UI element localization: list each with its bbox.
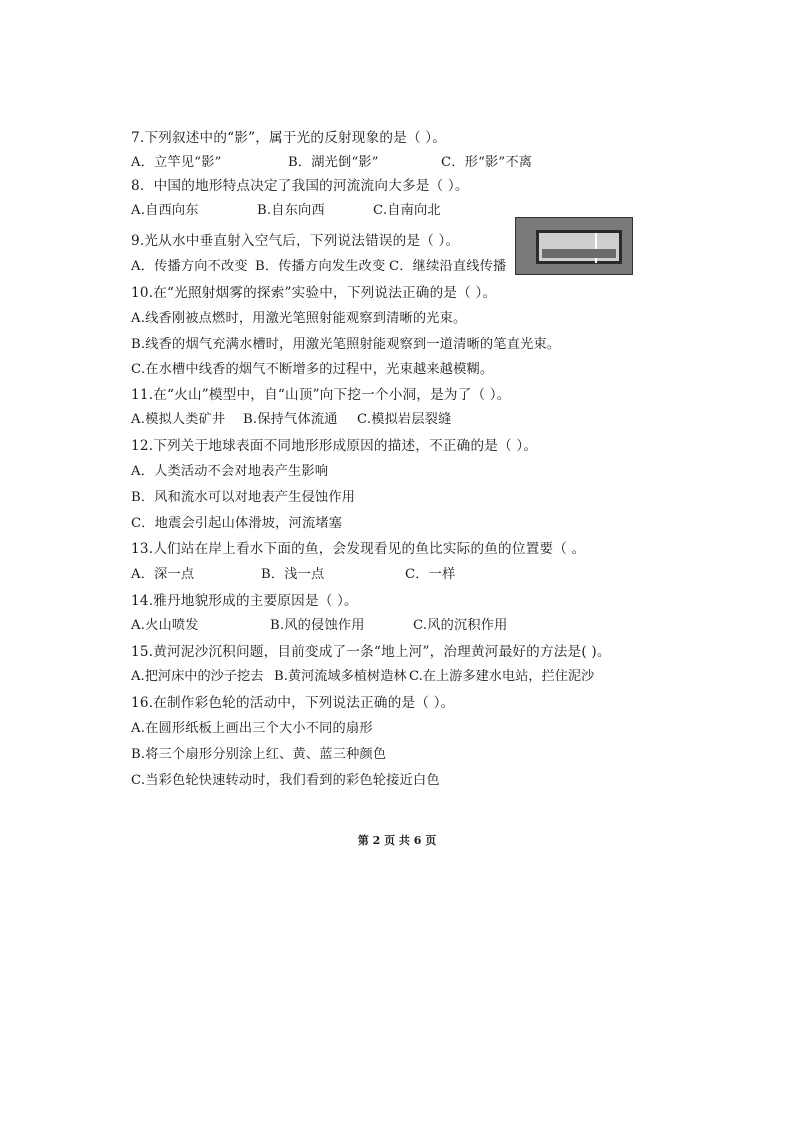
question-8-stem: 8．中国的地形特点决定了我国的河流流向大多是（ ）。 bbox=[131, 178, 469, 194]
q7-option-a: A．立竿见“影” bbox=[131, 155, 222, 170]
q7-option-b: B．湖光倒“影” bbox=[288, 155, 379, 170]
q10-option-b: B.线香的烟气充满水槽时，用激光笔照射能观察到一道清晰的笔直光束。 bbox=[131, 337, 561, 352]
q7-option-c: C．形“影”不离 bbox=[441, 155, 533, 170]
q15-option-a: A.把河床中的沙子挖去 bbox=[131, 669, 264, 684]
question-10-stem: 10.在“光照射烟雾的探索”实验中，下列说法正确的是（ ）。 bbox=[131, 285, 497, 301]
q14-option-a: A.火山喷发 bbox=[131, 618, 199, 633]
q15-option-c: C.在上游多建水电站，拦住泥沙 bbox=[409, 669, 595, 684]
q15-option-b: B.黄河流域多植树造林 bbox=[274, 669, 407, 684]
q8-option-c: C.自南向北 bbox=[373, 203, 441, 218]
q12-option-a: A．人类活动不会对地表产生影响 bbox=[131, 464, 329, 479]
question-7-stem: 7.下列叙述中的“影”，属于光的反射现象的是（ ）。 bbox=[131, 130, 447, 146]
q11-option-b: B.保持气体流通 bbox=[243, 412, 338, 427]
q10-option-c: C.在水槽中线香的烟气不断增多的过程中，光束越来越模糊。 bbox=[131, 362, 494, 377]
question-15-stem: 15.黄河泥沙沉积问题，目前变成了一条“地上河”，治理黄河最好的方法是( )。 bbox=[131, 644, 611, 660]
q13-option-b: B．浅一点 bbox=[261, 567, 325, 582]
q16-option-c: C.当彩色轮快速转动时，我们看到的彩色轮接近白色 bbox=[131, 773, 440, 788]
question-9-stem: 9.光从水中垂直射入空气后，下列说法错误的是（ ）。 bbox=[131, 233, 460, 249]
q13-option-c: C．一样 bbox=[405, 567, 456, 582]
q12-option-c: C．地震会引起山体滑坡，河流堵塞 bbox=[131, 516, 343, 531]
question-14-stem: 14.雅丹地貌形成的主要原因是（ ）。 bbox=[131, 593, 358, 609]
q10-option-a: A.线香刚被点燃时，用激光笔照射能观察到清晰的光束。 bbox=[131, 311, 467, 326]
question-7-options bbox=[131, 154, 561, 172]
question-13-stem: 13.人们站在岸上看水下面的鱼，会发现看见的鱼比实际的鱼的位置要（ 。 bbox=[131, 541, 586, 557]
q13-option-a: A．深一点 bbox=[131, 567, 195, 582]
question-12-stem: 12.下列关于地球表面不同地形形成原因的描述，不正确的是（ ）。 bbox=[131, 438, 538, 454]
page-number-footer: 第 2 页 共 6 页 bbox=[357, 834, 437, 847]
light-beam bbox=[595, 233, 597, 263]
q14-option-c: C.风的沉积作用 bbox=[413, 618, 508, 633]
q11-option-c: C.模拟岩层裂缝 bbox=[357, 412, 452, 427]
q16-option-a: A.在圆形纸板上画出三个大小不同的扇形 bbox=[131, 721, 373, 736]
question-11-options bbox=[131, 411, 531, 429]
question-9-options bbox=[131, 258, 511, 276]
question-16-stem: 16.在制作彩色轮的活动中，下列说法正确的是（ ）。 bbox=[131, 695, 455, 711]
q9-option-b: B．传播方向发生改变 bbox=[255, 259, 386, 274]
question-14-options bbox=[131, 617, 551, 635]
q14-option-b: B.风的侵蚀作用 bbox=[270, 618, 365, 633]
water-tank bbox=[536, 230, 622, 264]
q11-option-a: A.模拟人类矿井 bbox=[131, 412, 226, 427]
water-layer bbox=[542, 249, 616, 258]
water-tank-light-figure bbox=[515, 217, 633, 275]
question-13-options bbox=[131, 566, 531, 584]
q16-option-b: B.将三个扇形分别涂上红、黄、蓝三种颜色 bbox=[131, 747, 387, 762]
q8-option-b: B.自东向西 bbox=[257, 203, 325, 218]
question-15-options bbox=[131, 668, 601, 686]
q8-option-a: A.自西向东 bbox=[131, 203, 199, 218]
q9-option-a: A．传播方向不改变 bbox=[131, 259, 248, 274]
question-11-stem: 11.在“火山”模型中，自“山顶”向下挖一个小洞，是为了（ ）。 bbox=[131, 387, 511, 403]
q9-option-c: C．继续沿直线传播 bbox=[389, 259, 507, 274]
question-8-options bbox=[131, 202, 531, 220]
q12-option-b: B．风和流水可以对地表产生侵蚀作用 bbox=[131, 490, 356, 505]
